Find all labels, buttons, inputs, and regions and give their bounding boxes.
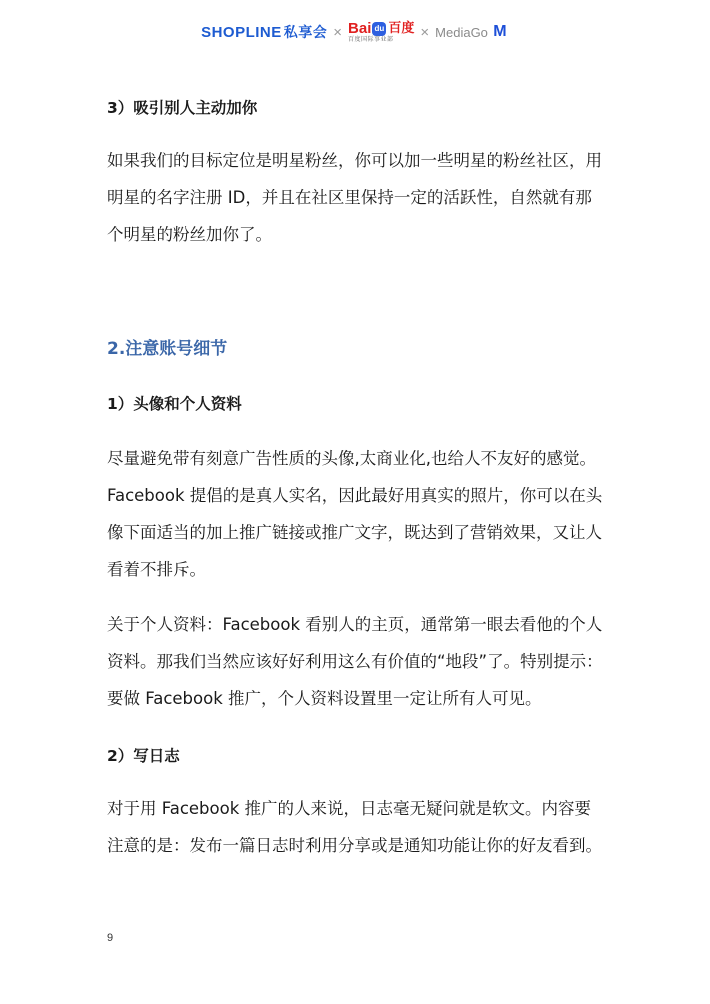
mediago-logo xyxy=(435,24,509,40)
paragraph-line: 明星的名字注册 ID，并且在社区里保持一定的活跃性，自然就有那 xyxy=(107,188,592,207)
paragraph-line: 对于用 Facebook 推广的人来说，日志毫无疑问就是软文。内容要 xyxy=(107,799,592,818)
shopline-wordmark: SHOPLINE xyxy=(201,23,282,41)
page-header xyxy=(0,18,710,46)
mediago-wordmark: MediaGo xyxy=(435,24,488,40)
paragraph-line: 像下面适当的加上推广链接或推广文字，既达到了营销效果，又让人 xyxy=(107,523,602,542)
shopline-logo xyxy=(201,22,327,42)
paragraph-line: 注意的是：发布一篇日志时利用分享或是通知功能让你的好友看到。 xyxy=(107,836,602,855)
subheading-write-notes: 2）写日志 xyxy=(107,747,180,765)
paragraph-line: 个明星的粉丝加你了。 xyxy=(107,225,272,244)
paragraph-avatar xyxy=(107,440,612,588)
baidu-logo xyxy=(348,21,414,43)
subheading-avatar-profile: 1）头像和个人资料 xyxy=(107,395,242,413)
logo-separator: × xyxy=(333,23,343,41)
baidu-name: 百度 xyxy=(388,21,415,36)
baidu-subtitle: 百度国际事业部 xyxy=(348,36,394,43)
page-number: 9 xyxy=(107,932,114,944)
paragraph-line: 要做 Facebook 推广，个人资料设置里一定让所有人可见。 xyxy=(107,689,542,708)
paragraph-line: Facebook 提倡的是真人实名，因此最好用真实的照片，你可以在头 xyxy=(107,486,603,505)
baidu-bai-text: Bai xyxy=(348,20,372,37)
paragraph-notes xyxy=(107,790,612,864)
paragraph-line: 资料。那我们当然应该好好利用这么有价值的“地段”了。特别提示： xyxy=(107,652,603,671)
paragraph-line: 尽量避免带有刻意广告性质的头像,太商业化,也给人不友好的感觉。 xyxy=(107,449,596,468)
paragraph-line: 关于个人资料：Facebook 看别人的主页，通常第一眼去看他的个人 xyxy=(107,615,603,634)
paragraph-attract xyxy=(107,142,612,253)
paragraph-profile xyxy=(107,606,612,717)
baidu-paw-icon: du xyxy=(372,22,386,36)
section-heading-account-details: 2.注意账号细节 xyxy=(107,339,228,359)
mediago-m-icon: M xyxy=(493,23,507,40)
subheading-attract: 3）吸引别人主动加你 xyxy=(107,99,258,117)
paragraph-line: 看着不排斥。 xyxy=(107,560,206,579)
paragraph-line: 如果我们的目标定位是明星粉丝，你可以加一些明星的粉丝社区，用 xyxy=(107,151,602,170)
shopline-tag: 私享会 xyxy=(283,24,328,40)
logo-separator: × xyxy=(420,23,430,41)
